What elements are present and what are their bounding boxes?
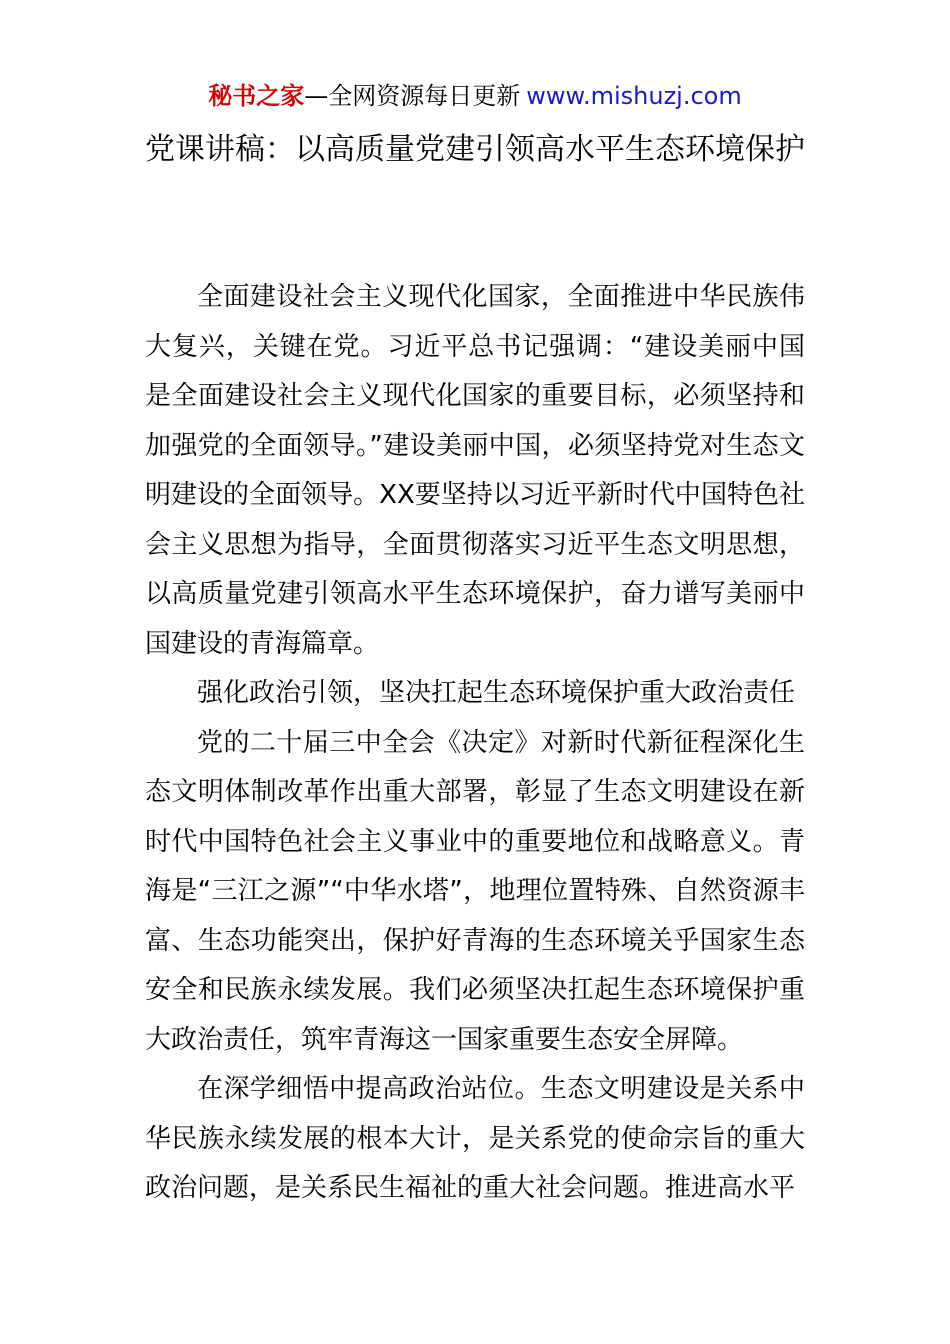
paragraph-intro: 全面建设社会主义现代化国家，全面推进中华民族伟大复兴，关键在党。习近平总书记强调：“建设美丽中国是全面建设社会主义现代化国家的重要目标，必须坚持和加强党的全面领导。”建设美丽中国，必须坚持党对生态文明建设的全面领导。XX要坚持以习近平新时代中国特色社会主义思想为指导，全面贯彻落实习近平生态文明思想，以高质量党建引领高水平生态环境保护，奋力谱写美丽中国建设的青海篇章。 [145, 282, 805, 659]
paragraph-section: 党的二十届三中全会《决定》对新时代新征程深化生态文明体制改革作出重大部署，彰显了生态文明建设在新时代中国特色社会主义事业中的重要地位和战略意义。青海是“三江之源”“中华水塔”，地理位置特殊、自然资源丰富、生态功能突出，保护好青海的生态环境关乎国家生态安全和民族永续发展。我们必须坚决扛起生态环境保护重大政治责任，筑牢青海这一国家重要生态安全屏障。 [145, 727, 805, 1055]
document-body [145, 273, 805, 1214]
document-title: 党课讲稿：以高质量党建引领高水平生态环境保护 [145, 132, 805, 167]
site-brand: 秘书之家 [208, 82, 305, 110]
paragraph-subpoint: 在深学细悟中提高政治站位。生态文明建设是关系中华民族永续发展的根本大计，是关系党的使命宗旨的重大政治问题，是关系民生福祉的重大社会问题。推进高水平 [145, 1074, 805, 1203]
section-heading: 强化政治引领，坚决扛起生态环境保护重大政治责任 [197, 678, 796, 708]
site-header [0, 80, 950, 112]
site-tagline: —全网资源每日更新 [304, 82, 521, 110]
site-url[interactable]: www.mishuzj.com [526, 82, 742, 110]
